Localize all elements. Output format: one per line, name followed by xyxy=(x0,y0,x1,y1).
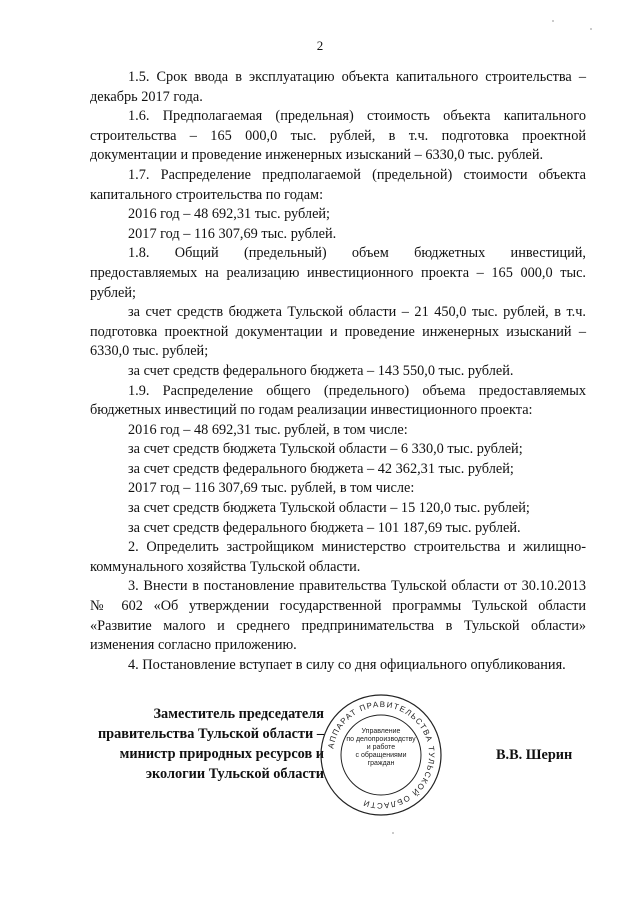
paragraph: за счет средств бюджета Тульской области – 21 450,0 тыс. рублей, в т.ч. подготовка проектной документации и проведение инженерных изысканий – 6330,0 тыс. рублей; xyxy=(90,304,586,360)
scan-speck xyxy=(590,28,592,30)
paragraph: 3. Внести в постановление правительства Тульской области от 30.10.2013 № 602 «Об утверждении государственной программы Тульской области «Развитие малого и среднего предпринимательства в Тульской области» изменения согласно приложению. xyxy=(90,578,586,654)
paragraph: 1.6. Предполагаемая (предельная) стоимость объекта капитального строительства – 165 000,0 тыс. рублей, в т.ч. подготовка проектной документации и проведение инженерных изысканий – 6330,0 тыс. рублей. xyxy=(90,108,586,164)
scan-speck xyxy=(392,832,394,834)
document-body xyxy=(90,68,586,675)
signer-title-line: правительства Тульской области – xyxy=(97,726,324,742)
paragraph: 2. Определить застройщиком министерство строительства и жилищно-коммунального хозяйства Тульской области. xyxy=(90,539,586,575)
paragraph: за счет средств федерального бюджета – 42 362,31 тыс. рублей; xyxy=(128,460,514,477)
signer-title-line: Заместитель председателя xyxy=(153,706,324,722)
page-number: 2 xyxy=(316,38,324,53)
paragraph: 1.7. Распределение предполагаемой (предельной) стоимости объекта капитального строительства по годам: xyxy=(90,166,586,203)
stamp-ring-text: АППАРАТ ПРАВИТЕЛЬСТВА ТУЛЬСКОЙ ОБЛАСТИ xyxy=(326,699,437,811)
paragraph: за счет средств федерального бюджета – 101 187,69 тыс. рублей. xyxy=(128,519,521,536)
signer-name: В.В. Шерин xyxy=(496,747,573,763)
stamp-line: с обращениями xyxy=(355,752,407,759)
paragraph: 1.8. Общий (предельный) объем бюджетных инвестиций, предоставляемых на реализацию инвестиционного проекта – 165 000,0 тыс. рублей; xyxy=(90,245,586,301)
paragraph: 2016 год – 48 692,31 тыс. рублей; xyxy=(128,206,331,223)
signature-block xyxy=(96,704,324,784)
paragraph: за счет средств федерального бюджета – 143 550,0 тыс. рублей. xyxy=(128,362,514,379)
paragraph: за счет средств бюджета Тульской области – 6 330,0 тыс. рублей; xyxy=(128,441,523,458)
signer-title-line: министр природных ресурсов и xyxy=(119,746,324,762)
paragraph: 2017 год – 116 307,69 тыс. рублей, в том числе: xyxy=(128,480,415,497)
paragraph: 2017 год – 116 307,69 тыс. рублей. xyxy=(128,225,337,242)
stamp-line: по делопроизводству xyxy=(346,736,416,743)
stamp-line: граждан xyxy=(367,760,395,767)
paragraph: за счет средств бюджета Тульской области – 15 120,0 тыс. рублей; xyxy=(128,500,530,517)
stamp-inner-text xyxy=(346,728,416,768)
paragraph: 1.5. Срок ввода в эксплуатацию объекта капитального строительства – декабрь 2017 года. xyxy=(90,69,586,105)
official-stamp xyxy=(318,692,444,818)
scan-speck xyxy=(552,20,554,22)
stamp-line: Управление xyxy=(361,728,401,735)
paragraph: 1.9. Распределение общего (предельного) объема предоставляемых бюджетных инвестиций по годам реализации инвестиционного проекта: xyxy=(90,382,586,419)
signer-title-line: экологии Тульской области xyxy=(145,766,324,782)
paragraph: 4. Постановление вступает в силу со дня официального опубликования. xyxy=(128,656,566,673)
stamp-line: и работе xyxy=(366,744,396,751)
paragraph: 2016 год – 48 692,31 тыс. рублей, в том числе: xyxy=(128,421,408,438)
